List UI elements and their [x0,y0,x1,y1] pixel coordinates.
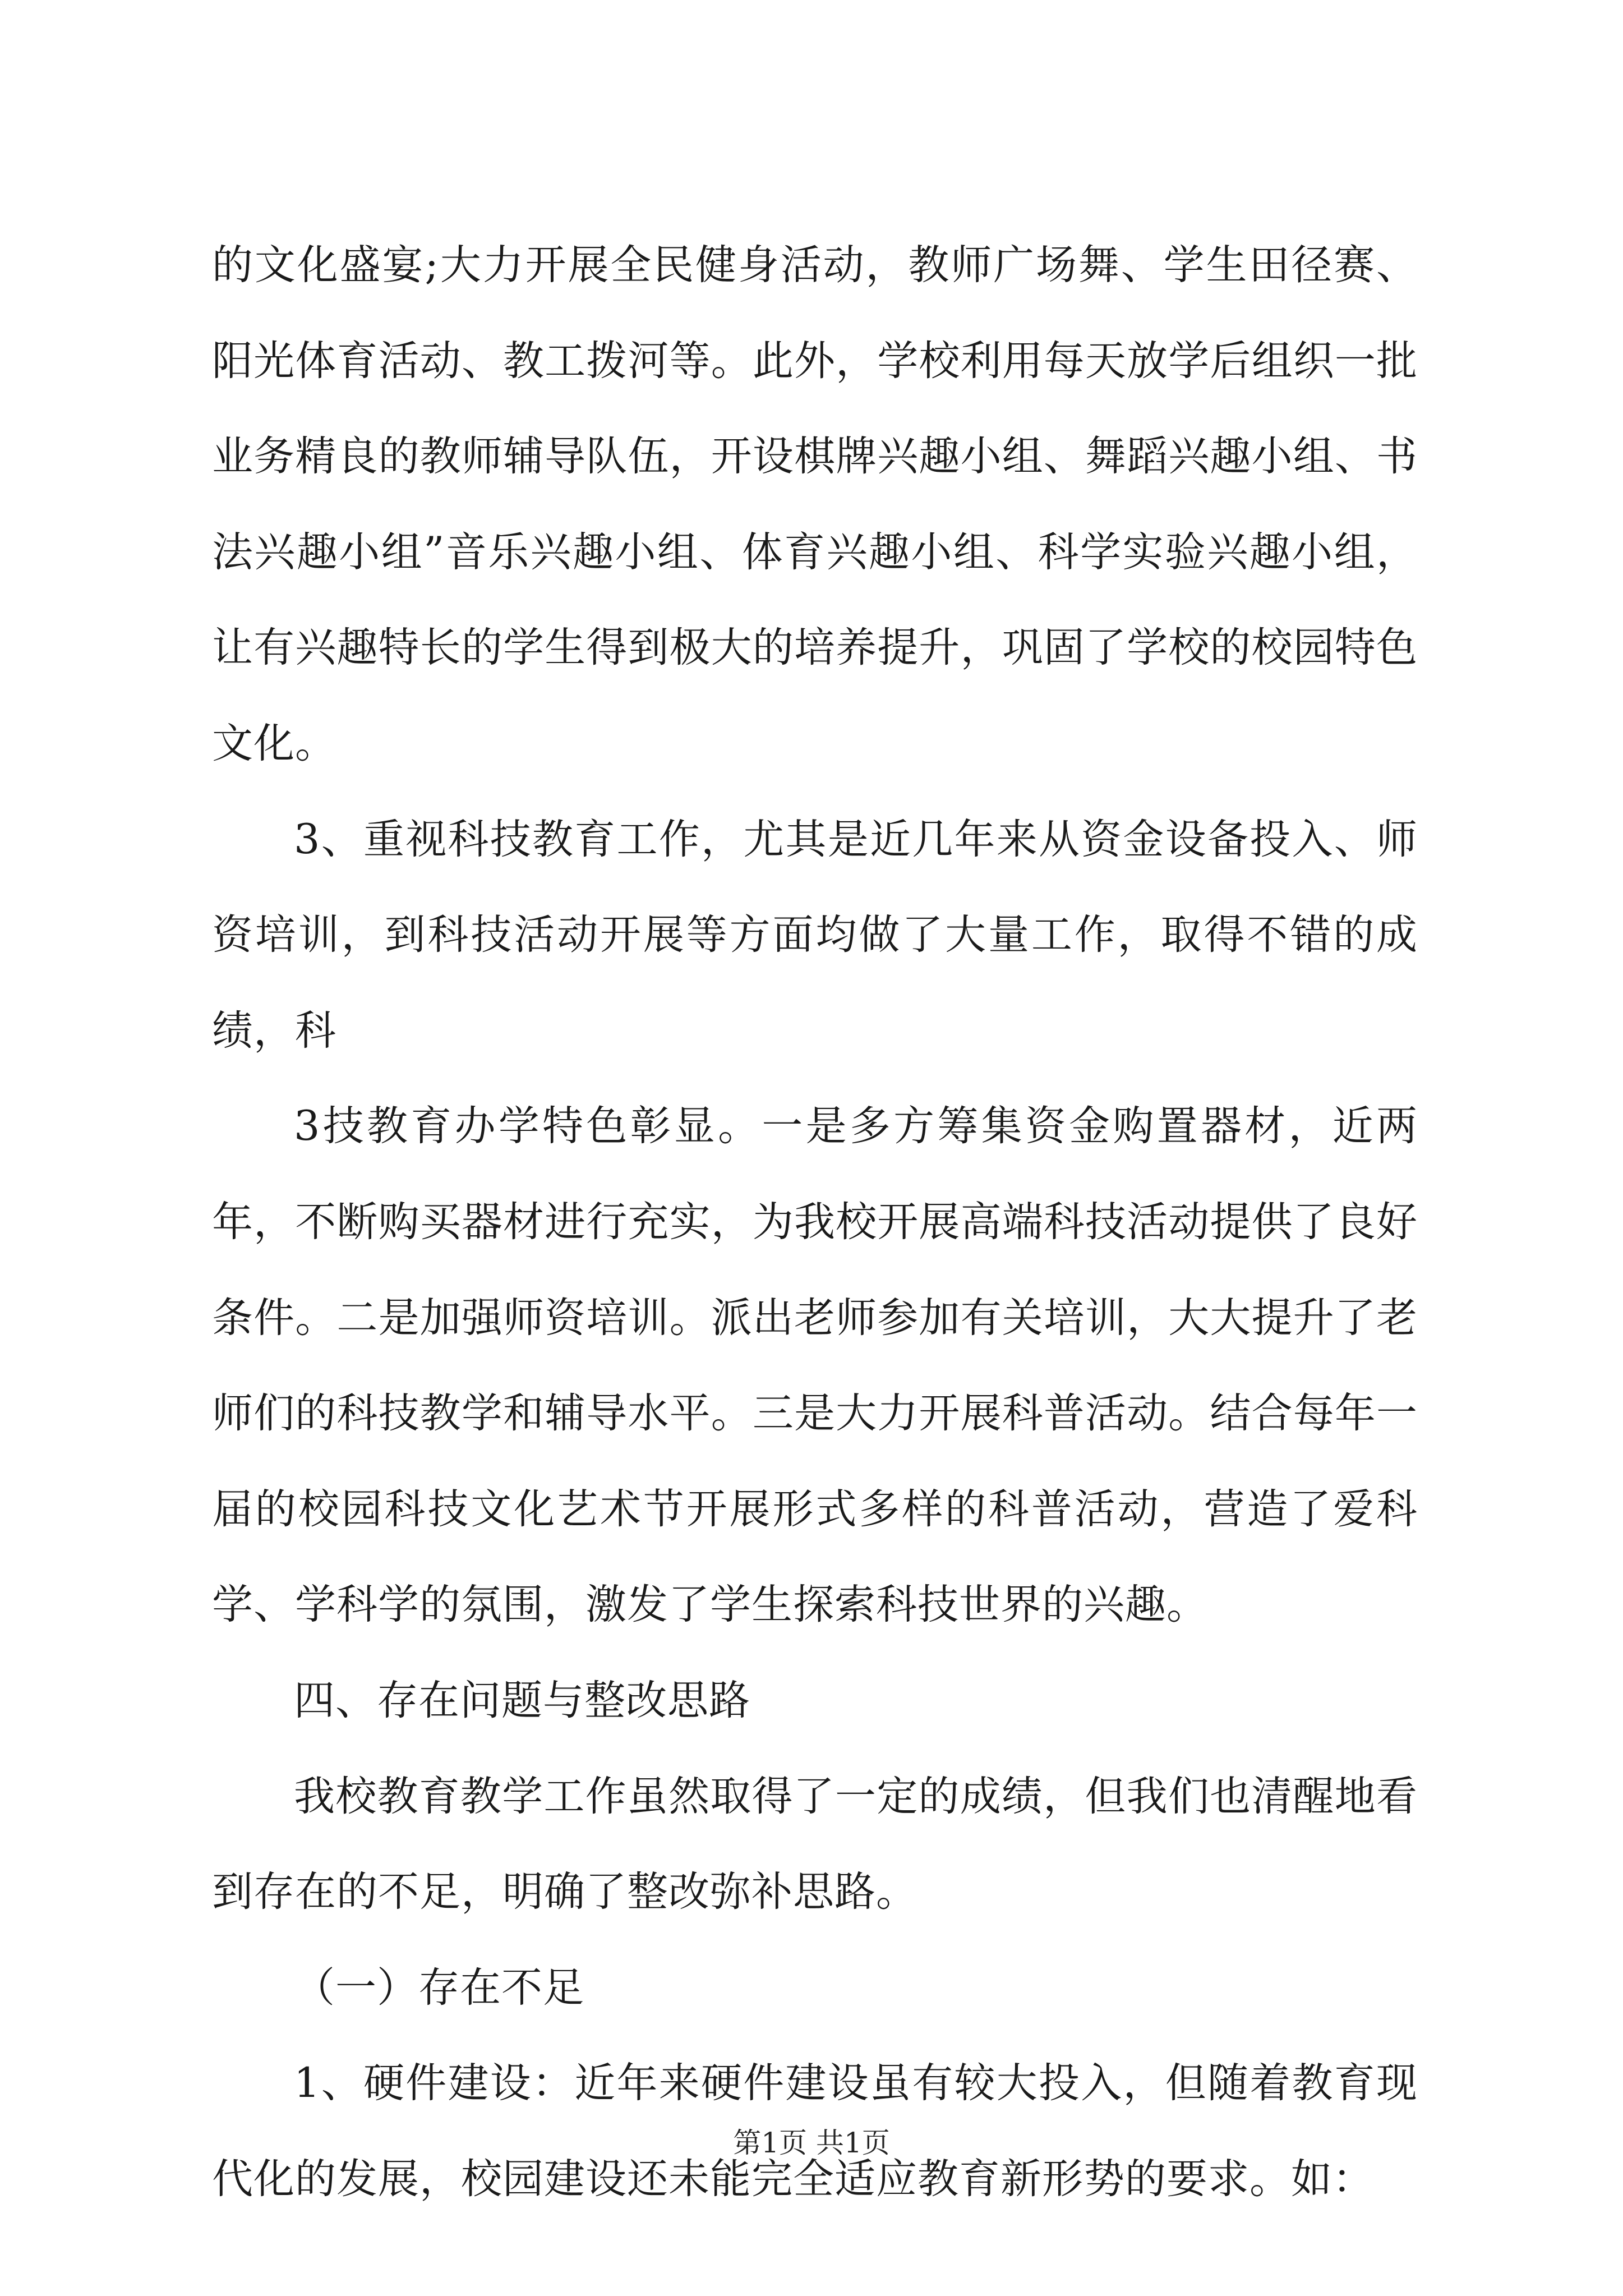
paragraph-problems-intro: 我校教育教学工作虽然取得了一定的成绩，但我们也清醒地看到存在的不足，明确了整改弥补思路。 [212,1772,1418,1916]
page-footer: 第1页 共1页 [733,2127,890,2159]
paragraph-science-education: 3、重视科技教育工作，尤其是近几年来从资金设备投入、师资培训，到科技活动开展等方面均做了大量工作，取得不错的成绩，科 [212,815,1418,1055]
document-body [212,218,1418,2227]
subheading-shortcomings: （一）存在不足 [294,1963,584,2012]
paragraph-science-features: 3技教育办学特色彰显。一是多方筹集资金购置器材，近两年，不断购买器材进行充实，为我校开展高端科技活动提供了良好条件。二是加强师资培训。派出老师参加有关培训，大大提升了老师们的科技教学和辅导水平。三是大力开展科普活动。结合每年一届的校园科技文化艺术节开展形式多样的科普活动，营造了爱科学、学科学的氛围，激发了学生探索科技世界的兴趣。 [212,1102,1418,1629]
paragraph-culture-activities: 的文化盛宴;大力开展全民健身活动，教师广场舞、学生田径赛、阳光体育活动、教工拨河等。此外，学校利用每天放学后组织一批业务精良的教师辅导队伍，开设棋牌兴趣小组、舞蹈兴趣小组、书法兴趣小组”音乐兴趣小组、体育兴趣小组、科学实验兴趣小组，让有兴趣特长的学生得到极大的培养提升，巩固了学校的校园特色文化。 [212,241,1418,767]
section-heading-problems: 四、存在问题与整改思路 [294,1676,750,1724]
paragraph-hardware: 1、硬件建设：近年来硬件建设虽有较大投入，但随着教育现代化的发展，校园建设还未能完全适应教育新形势的要求。如： [212,2059,1418,2203]
